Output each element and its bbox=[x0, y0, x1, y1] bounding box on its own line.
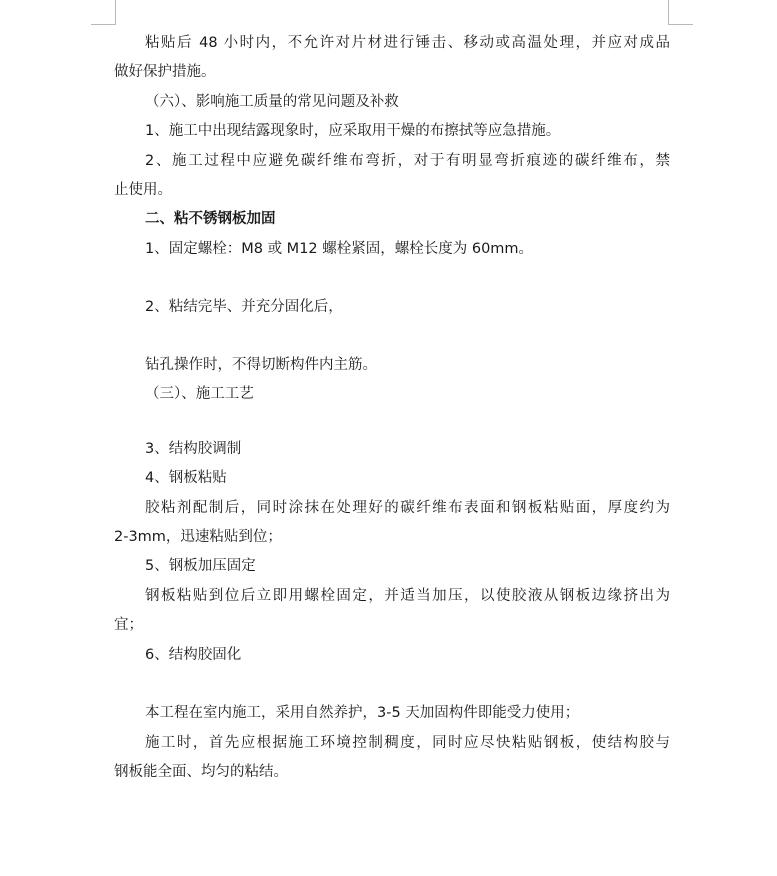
paragraph-line: 5、钢板加压固定 bbox=[145, 558, 256, 574]
section-heading: （三）、施工工艺 bbox=[145, 386, 254, 402]
paragraph-line: 钻孔操作时，不得切断构件内主筋。 bbox=[145, 357, 377, 373]
paragraph-line: 宜； bbox=[114, 617, 143, 633]
paragraph-line: 4、钢板粘贴 bbox=[145, 470, 227, 486]
paragraph-line: 胶粘剂配制后，同时涂抹在处理好的碳纤维布表面和钢板粘贴面，厚度约为 bbox=[145, 500, 670, 516]
paragraph-line: 2、粘结完毕、并充分固化后， bbox=[145, 299, 343, 315]
paragraph-line: 施工时，首先应根据施工环境控制稠度，同时应尽快粘贴钢板，使结构胶与 bbox=[145, 735, 670, 751]
paragraph-line: 2、施工过程中应避免碳纤维布弯折，对于有明显弯折痕迹的碳纤维布，禁 bbox=[145, 153, 670, 169]
paragraph-line: 1、施工中出现结露现象时，应采取用干燥的布擦拭等应急措施。 bbox=[145, 123, 561, 139]
paragraph-line: 钢板能全面、均匀的粘结。 bbox=[114, 764, 288, 780]
paragraph-line: 本工程在室内施工，采用自然养护，3-5 天加固构件即能受力使用； bbox=[145, 705, 580, 721]
paragraph-line: 6、结构胶固化 bbox=[145, 647, 242, 663]
paragraph-line: 粘贴后 48 小时内，不允许对片材进行锤击、移动或高温处理，并应对成品 bbox=[145, 35, 670, 51]
paragraph-line: 止使用。 bbox=[114, 182, 172, 198]
crop-mark-top-left bbox=[91, 0, 116, 25]
paragraph-line: 1、固定螺栓：M8 或 M12 螺栓紧固，螺栓长度为 60mm。 bbox=[145, 241, 534, 257]
paragraph-line: 2-3mm，迅速粘贴到位； bbox=[114, 529, 282, 545]
paragraph-line: 钢板粘贴到位后立即用螺栓固定，并适当加压，以使胶液从钢板边缘挤出为 bbox=[145, 588, 670, 604]
paragraph-line: 3、结构胶调制 bbox=[145, 441, 242, 457]
section-heading: （六）、影响施工质量的常见问题及补救 bbox=[145, 94, 399, 110]
section-heading: 二、粘不锈钢板加固 bbox=[145, 211, 276, 227]
paragraph-line: 做好保护措施。 bbox=[114, 64, 216, 80]
crop-mark-top-right bbox=[668, 0, 693, 25]
